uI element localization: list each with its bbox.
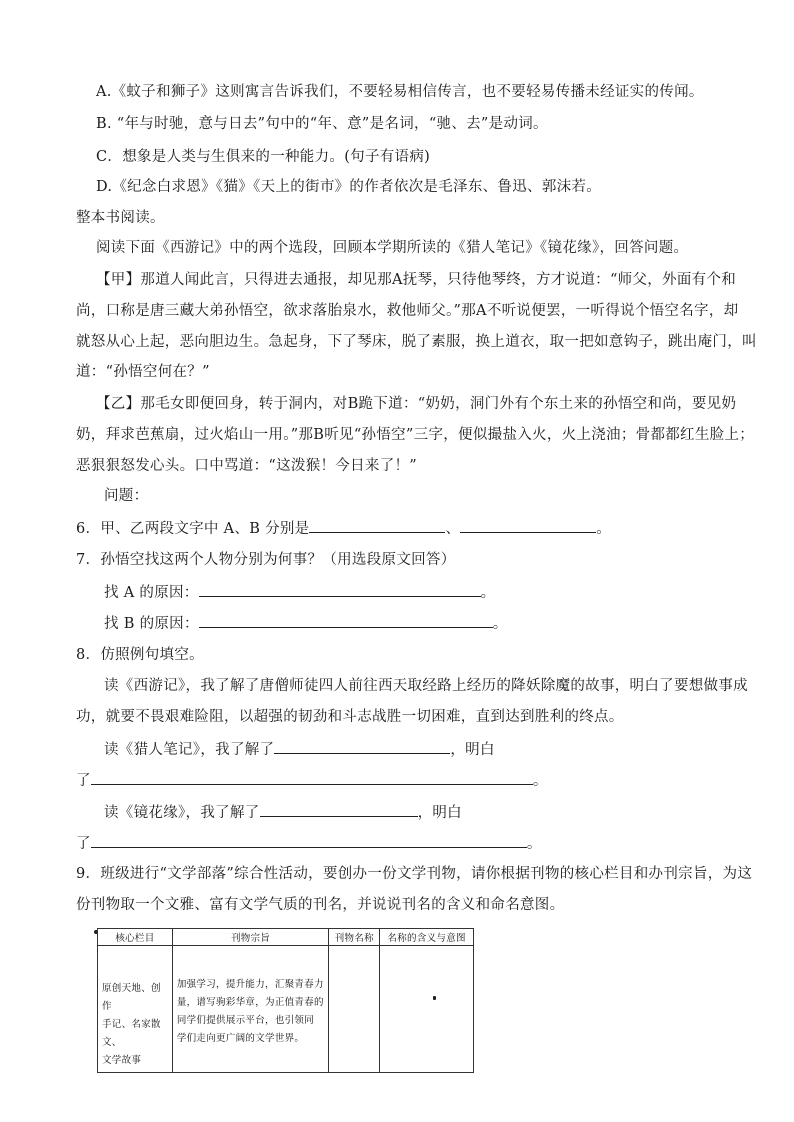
purpose-cell [172, 946, 329, 1073]
fill-line-flower [104, 802, 462, 823]
passage-yi-line: 【乙】那毛女即便回身，转于洞内，对B跪下道：“奶奶，洞门外有个东土来的孙悟空和尚，要见奶 [96, 396, 737, 412]
flower-lesson-blank[interactable] [91, 833, 527, 848]
fill-line-hunter-cont [76, 770, 548, 791]
answer-blank-b[interactable] [460, 518, 596, 533]
section-title: 整本书阅读。 [76, 210, 165, 226]
question-6-separator: 、 [445, 521, 461, 537]
section-intro: 阅读下面《西游记》中的两个选段，回顾本学期所读的《猎人笔记》《镜花缘》，回答问题。 [96, 240, 689, 256]
example-line: 读《西游记》，我了解了唐僧师徒四人前往西天取经路上经历的降妖除魔的故事，明白了要想做事成 [104, 678, 748, 694]
question-9-line: 9．班级进行“文学部落”综合性活动，要创办一份文学刊物，请你根据刊物的核心栏目和办刊宗旨，为这 [76, 866, 753, 882]
ink-dot [433, 996, 436, 1000]
fill-line-hunter [104, 739, 495, 760]
option-c: C．想象是人类与生俱来的一种能力。(句子有语病) [96, 149, 431, 165]
fill-cont: 了 [76, 773, 91, 789]
example-line: 功，就要不畏艰难险阻，以超强的韧劲和斗志战胜一切困难，直到达到胜利的终点。 [76, 709, 624, 725]
question-8-text: 8．仿照例句填空。 [76, 647, 204, 663]
cell-line: 文学故事 [102, 1055, 142, 1066]
passage-jia-line: 尚，口称是唐三藏大弟孙悟空，欲求落胎泉水，救他师父。”那A不听说便罢，一听得说个悟空名字，却 [76, 303, 739, 319]
cell-line: 学们走向更广阔的文学世界。 [176, 1033, 305, 1044]
cell-line: 同学们提供展示平台，也引领同 [176, 1015, 315, 1026]
name-meaning-cell[interactable] [380, 946, 474, 1073]
passage-jia-line: 就怒从心上起，恶向胆边生。急起身，下了琴床，脱了素服，换上道衣，取一把如意钩子，跳出庵门，叫 [76, 334, 757, 350]
fill-suffix: ，明白 [417, 805, 462, 821]
reason-a-blank[interactable] [199, 582, 481, 597]
question-6-end: 。 [596, 521, 612, 537]
reason-b-blank[interactable] [199, 613, 493, 628]
option-d: D.《纪念白求恩》《猫》《天上的街市》的作者依次是毛泽东、鲁迅、郭沫若。 [96, 179, 602, 195]
cell-line: 手记、名家散文、 [102, 1019, 161, 1048]
question-6-text: 6．甲、乙两段文字中 A、B 分别是 [76, 521, 310, 537]
question-7-a [104, 582, 495, 603]
hunter-story-blank[interactable] [274, 739, 450, 754]
reason-a-end: 。 [480, 585, 496, 601]
core-column-cell [98, 946, 173, 1073]
flower-story-blank[interactable] [260, 802, 418, 817]
reason-b-label: 找 B 的原因： [104, 616, 199, 632]
hunter-lesson-blank[interactable] [91, 770, 533, 785]
fill-end: 。 [532, 773, 548, 789]
cell-line: 原创天地、创作 [102, 983, 161, 1012]
cell-line: 加强学习，提升能力，汇聚青春力 [176, 979, 324, 990]
journal-table [97, 928, 474, 1073]
answer-blank-a[interactable] [309, 518, 445, 533]
fill-prefix: 读《镜花缘》，我了解了 [104, 805, 260, 821]
table-header: 刊物宗旨 [172, 929, 329, 946]
table-header-row [98, 929, 474, 946]
reason-a-label: 找 A 的原因： [104, 585, 199, 601]
questions-label: 问题： [104, 488, 149, 504]
fill-cont: 了 [76, 836, 91, 852]
passage-yi-line: 恶狠狠怒发心头。口中骂道：“这泼猴！今日来了！” [76, 458, 418, 474]
fill-suffix: ，明白 [450, 742, 495, 758]
question-6 [76, 518, 611, 539]
passage-yi-line: 奶，拜求芭蕉扇，过火焰山一用。”那B听见“孙悟空”三字，便似撮盐入火，火上浇油；骨都都红生脸上； [76, 427, 755, 443]
question-7-b [104, 613, 508, 634]
table-header: 名称的含义与意图 [380, 929, 474, 946]
question-9-line: 份刊物取一个文雅、富有文学气质的刊名，并说说刊名的含义和命名意图。 [76, 897, 565, 913]
journal-name-cell[interactable] [329, 946, 380, 1073]
table-row [98, 946, 474, 1073]
table-header: 核心栏目 [98, 929, 173, 946]
option-a: A.《蚊子和狮子》这则寓言告诉我们，不要轻易相信传言，也不要轻易传播未经证实的传闻。 [96, 84, 704, 100]
cell-line: 量，谱写驹彩华章，为正值青春的 [176, 997, 324, 1008]
fill-end: 。 [526, 836, 542, 852]
passage-jia-line: 道：“孙悟空何在？” [76, 364, 210, 380]
option-b: B. “年与时驰，意与日去”句中的“年、意”是名词，“驰、去”是动词。 [96, 116, 548, 132]
reason-b-end: 。 [492, 616, 508, 632]
question-7-text: 7．孙悟空找这两个人物分别为何事？（用选段原文回答） [76, 552, 456, 568]
passage-jia-line: 【甲】那道人闻此言，只得进去通报，却见那A抚琴，只待他琴终，方才说道：“师父，外面有个和 [96, 272, 737, 288]
fill-line-flower-cont [76, 833, 542, 854]
fill-prefix: 读《猎人笔记》，我了解了 [104, 742, 275, 758]
table-header: 刊物名称 [329, 929, 380, 946]
